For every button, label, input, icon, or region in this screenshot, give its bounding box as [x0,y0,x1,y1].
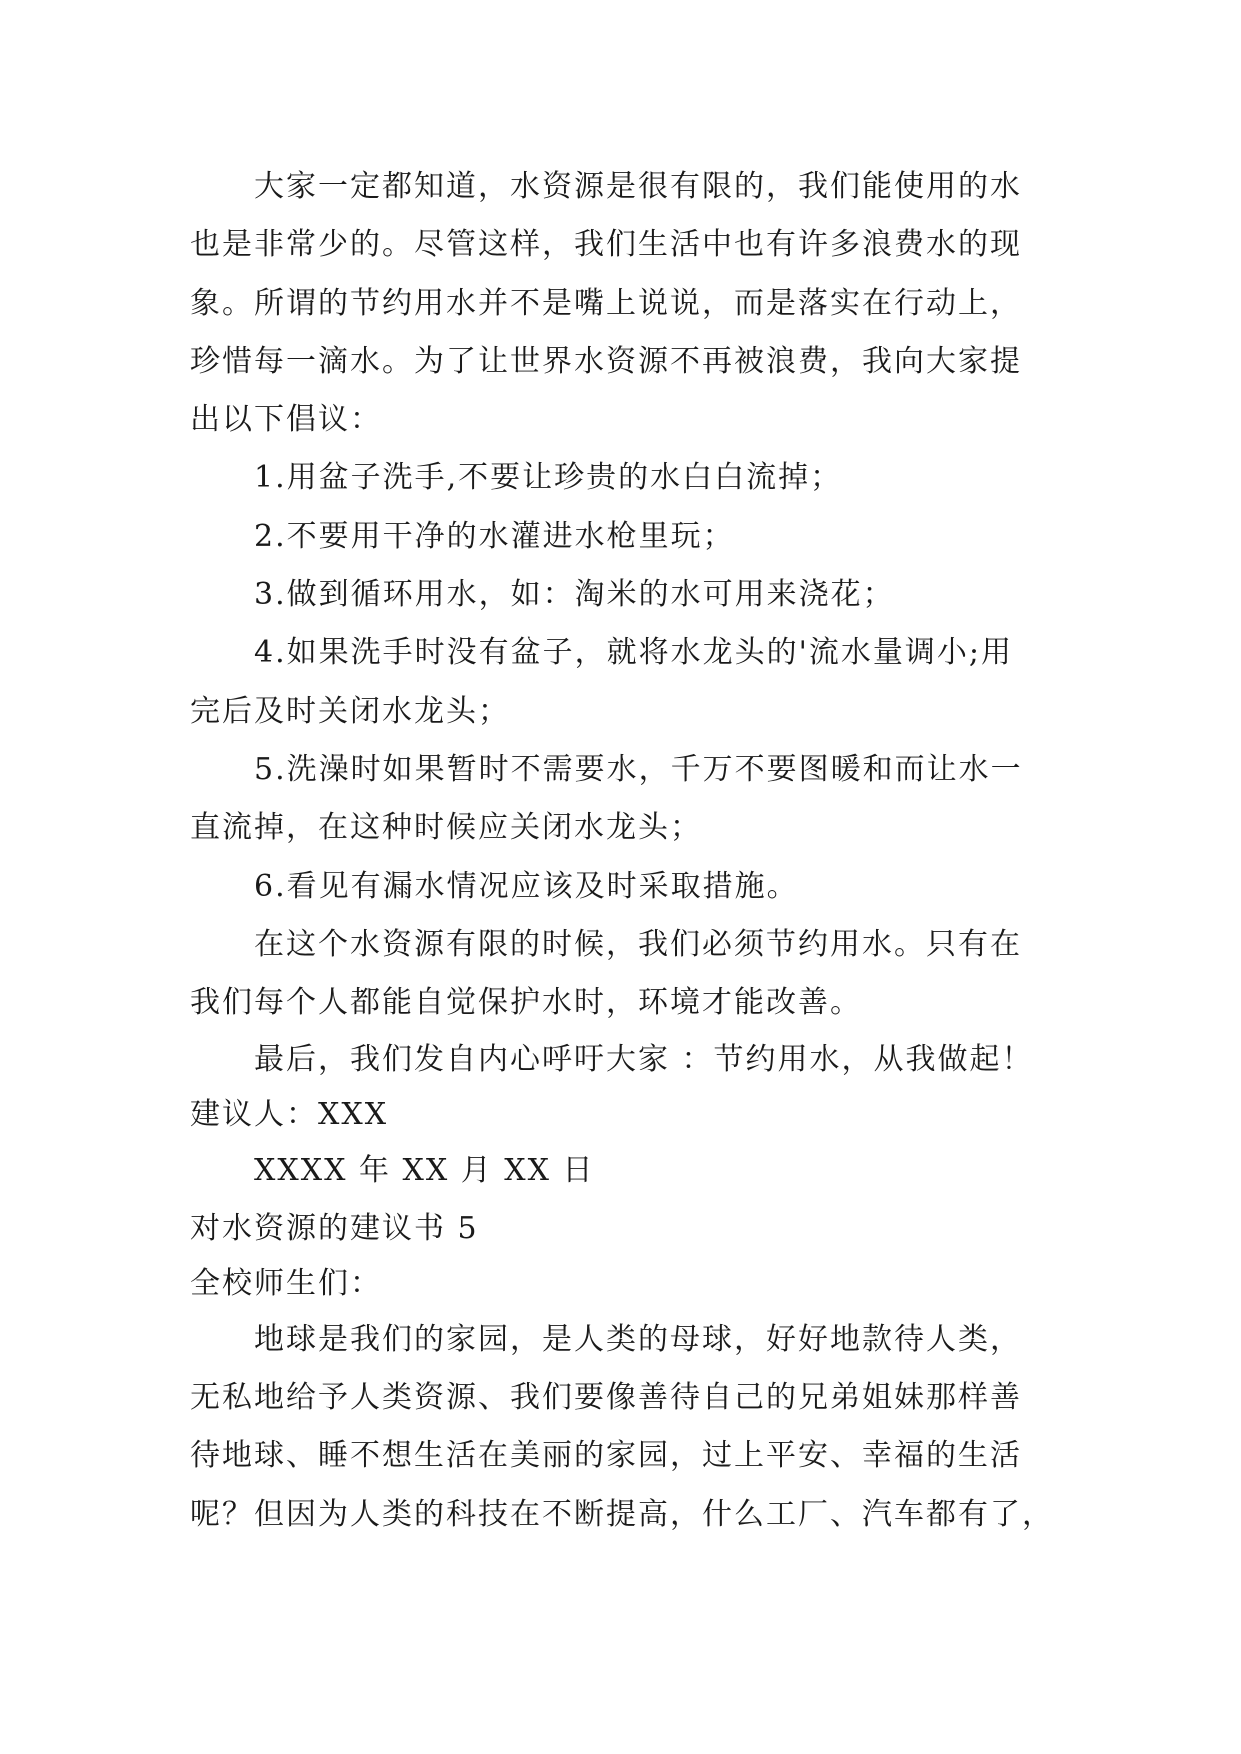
paragraph-line: 呢？但因为人类的科技在不断提高，什么工厂、汽车都有了， [190,1496,1054,1532]
list-item: 3.做到循环用水，如：淘米的水可用来浇花； [254,577,895,613]
list-item: 4.如果洗手时没有盆子，就将水龙头的'流水量调小;用 [254,635,1013,671]
date-line: XXXX 年 XX 月 XX 日 [254,1153,595,1189]
paragraph-line: 出以下倡议： [190,402,382,438]
list-item: 5.洗澡时如果暂时不需要水，千万不要图暖和而让水一 [254,751,1023,787]
list-item-continuation: 直流掉，在这种时候应关闭水龙头； [190,810,702,846]
paragraph-line: 也是非常少的。尽管这样，我们生活中也有许多浪费水的现 [190,227,1022,263]
paragraph-line: 珍惜每一滴水。为了让世界水资源不再被浪费，我向大家提 [190,343,1022,379]
paragraph-line: 在这个水资源有限的时候，我们必须节约用水。只有在 [254,926,1022,962]
paragraph-line: 待地球、睡不想生活在美丽的家园，过上平安、幸福的生活 [190,1438,1022,1474]
list-item-continuation: 完后及时关闭水龙头； [190,693,510,729]
paragraph-line: 我们每个人都能自觉保护水时，环境才能改善。 [190,985,862,1021]
paragraph-line: 大家一定都知道，水资源是很有限的，我们能使用的水 [254,169,1022,204]
paragraph-line: 地球是我们的家园，是人类的母球，好好地款待人类， [254,1321,1022,1357]
closing-line: 最后，我们发自内心呼吁大家 ：节约用水，从我做起！ [254,1042,1034,1078]
list-item: 1.用盆子洗手,不要让珍贵的水白白流掉； [254,460,843,496]
paragraph-line: 象。所谓的节约用水并不是嘴上说说，而是落实在行动上， [190,285,1022,321]
signature-line: 建议人：XXX [190,1097,389,1133]
paragraph-line: 无私地给予人类资源、我们要像善待自己的兄弟姐妹那样善 [190,1380,1022,1416]
document-body [190,158,1070,1544]
section-title: 对水资源的建议书 5 [190,1210,479,1246]
list-item: 6.看见有漏水情况应该及时采取措施。 [254,868,799,904]
list-item: 2.不要用干净的水灌进水枪里玩； [254,518,735,554]
salutation: 全校师生们： [190,1265,382,1301]
